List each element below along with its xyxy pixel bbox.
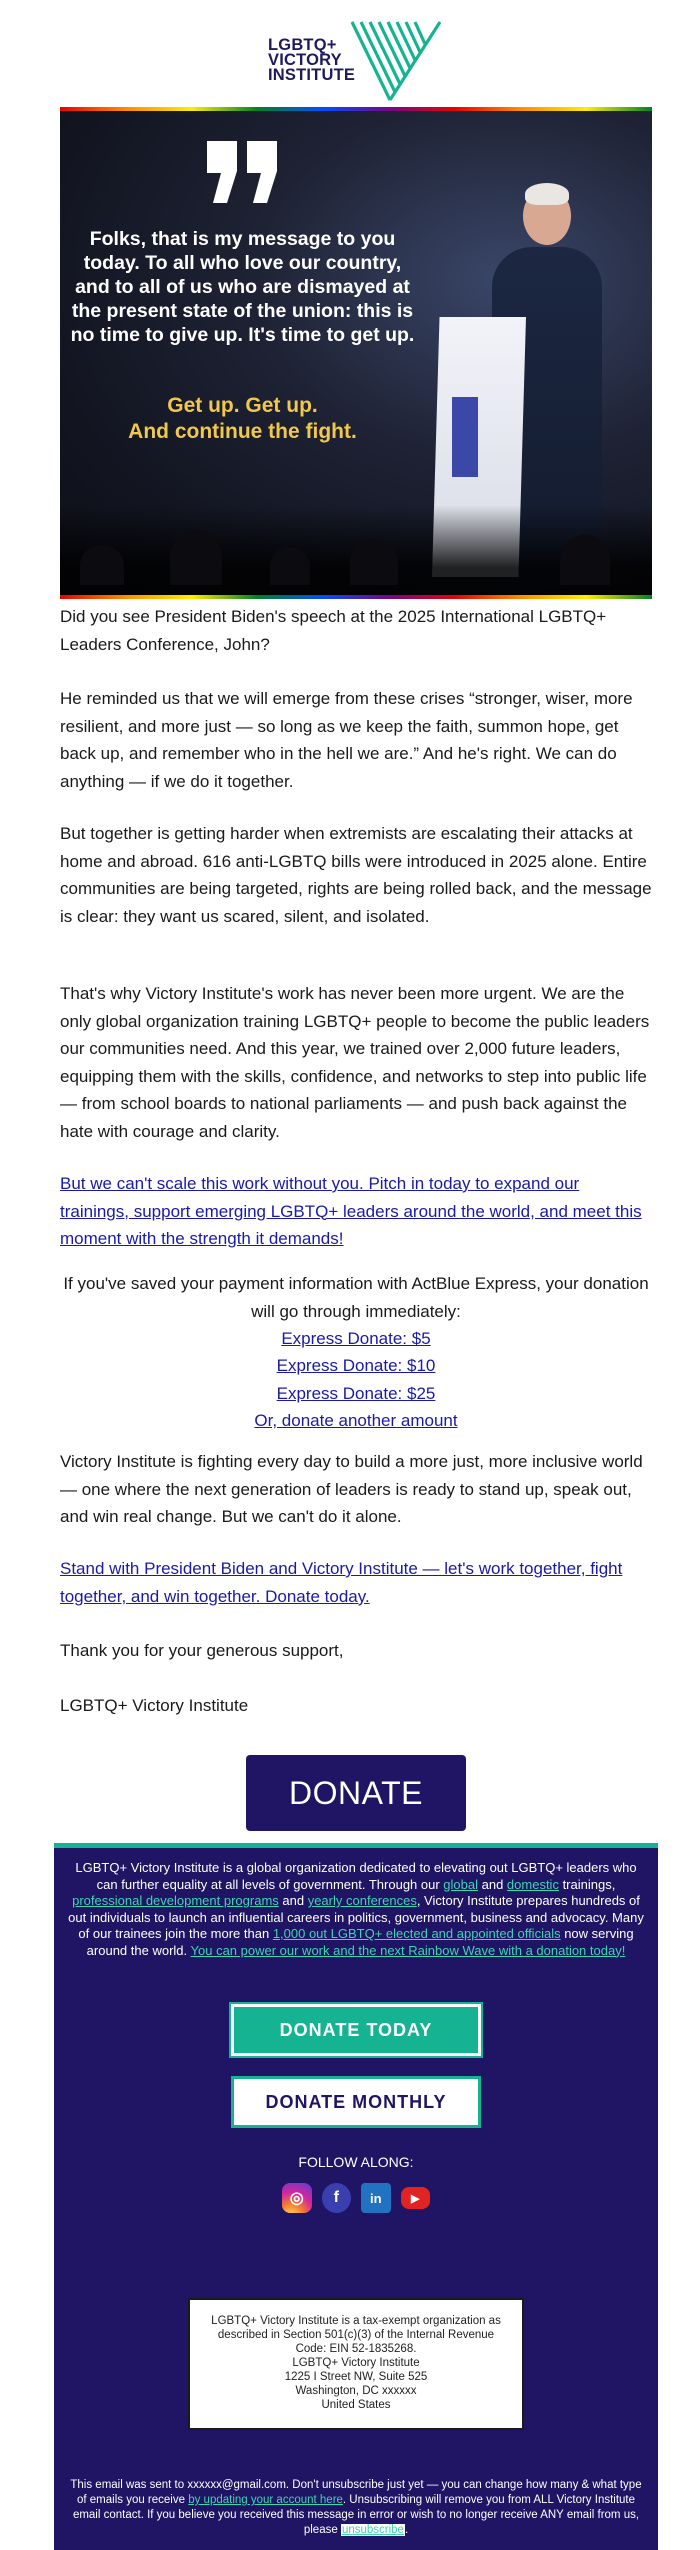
express-donate-5-row: [60, 1325, 652, 1353]
facebook-icon[interactable]: f: [322, 2183, 352, 2213]
crowd-head: [560, 535, 610, 585]
actblue-note: If you've saved your payment information with ActBlue Express, your donation will go through immediately:: [63, 1274, 649, 1321]
hero-quote-text: Folks, that is my message to you today. To all who love our country, and to all of us who are dismayed at the present state of the union: this is no time to give up. It's time to get up.: [70, 228, 415, 346]
footer-about-text: and: [478, 1876, 507, 1892]
hero-cta-line-2: And continue the fight.: [128, 420, 357, 443]
quote-mark-icon: [205, 141, 279, 203]
footer-pd-programs-link[interactable]: professional development programs: [72, 1893, 279, 1908]
crowd-head: [170, 530, 222, 585]
donate-button[interactable]: DONATE: [246, 1755, 466, 1831]
footer-officials-link[interactable]: 1,000 out LGBTQ+ elected and appointed officials: [272, 1926, 561, 1941]
youtube-icon[interactable]: ▶: [401, 2187, 431, 2209]
footer-about-text: LGBTQ+ Victory Institute is a global organization dedicated to elevating out LGBTQ+ leaders who can further equality at all levels of government. Through our: [75, 1860, 637, 1892]
mission-paragraph: That's why Victory Institute's work has never been more urgent. We are the only global organization training LGBTQ+ people to become the public leaders our communities need. And this year, we trained over 2,000 future leaders, equipping them with the skills, confidence, and networks to step into public life — from school boards to national parliaments — and push back against the hate with courage and clarity.: [60, 984, 650, 1141]
footer: [54, 1843, 658, 2550]
address-line: 1225 I Street NW, Suite 525: [284, 2371, 428, 2383]
hero-quote-image: [60, 107, 652, 599]
logo-wordmark[interactable]: [268, 38, 355, 83]
address-line: Code: EIN 52-1835268.: [295, 2343, 417, 2355]
express-donate-25-link[interactable]: Express Donate: $25: [276, 1384, 436, 1403]
intro-paragraph: Did you see President Biden's speech at the 2025 International LGBTQ+ Leaders Conference, John?: [60, 607, 607, 654]
thanks-line: Thank you for your generous support,: [60, 1641, 344, 1660]
pitch-in-link[interactable]: But we can't scale this work without you. Pitch in today to expand our trainings, support emerging LGBTQ+ leaders around the world, and meet this moment with the strength it demands!: [60, 1174, 642, 1248]
footer-power-link[interactable]: You can power our work and the next Rainbow Wave with a donation today!: [190, 1942, 626, 1958]
update-account-link[interactable]: by updating your account here: [188, 2494, 343, 2506]
hero-quote-cta: [70, 393, 415, 445]
header: [0, 0, 700, 105]
footer-conferences-link[interactable]: yearly conferences: [307, 1893, 417, 1908]
signature: LGBTQ+ Victory Institute: [60, 1696, 249, 1715]
express-donate-25-row: [60, 1380, 652, 1408]
address-line: LGBTQ+ Victory Institute: [292, 2357, 420, 2369]
footer-about-text: trainings,: [558, 1876, 616, 1892]
footer-legal-text: .: [404, 2524, 409, 2536]
donate-monthly-button[interactable]: DONATE MONTHLY: [231, 2076, 481, 2128]
crowd-head: [350, 539, 398, 585]
logo-line-1: LGBTQ+: [268, 36, 337, 54]
express-donate-5-link[interactable]: Express Donate: $5: [281, 1329, 431, 1348]
footer-global-link[interactable]: global: [443, 1876, 478, 1892]
podium-sign: [452, 397, 478, 477]
express-donate-10-link[interactable]: Express Donate: $10: [276, 1356, 436, 1375]
follow-along-label: FOLLOW ALONG:: [298, 2154, 414, 2170]
logo-line-3: INSTITUTE: [268, 66, 356, 84]
address-line: United States: [321, 2399, 391, 2411]
address-line: Washington, DC xxxxxx: [295, 2385, 417, 2397]
social-links: [282, 2183, 430, 2215]
linkedin-icon[interactable]: in: [361, 2183, 391, 2213]
address-line: described in Section 501(c)(3) of the Internal Revenue: [217, 2329, 495, 2341]
speaker-hair: [525, 183, 569, 205]
donate-today-button[interactable]: DONATE TODAY: [231, 2004, 481, 2056]
footer-about-text: now serving around the world.: [86, 1926, 634, 1958]
footer-about-text: and: [278, 1893, 308, 1908]
hero-cta-line-1: Get up. Get up.: [167, 394, 318, 417]
crowd-head: [270, 547, 310, 585]
footer-domestic-link[interactable]: domestic: [506, 1876, 559, 1892]
donate-other-amount-row: [60, 1407, 652, 1435]
closing-paragraph: Victory Institute is fighting every day to build a more just, more inclusive world — one where the next generation of leaders is ready to stand up, speak out, and win real change. But we can't do it alone.: [60, 1452, 643, 1526]
crowd-silhouette: [60, 505, 652, 595]
threat-paragraph: But together is getting harder when extremists are escalating their attacks at home and abroad. 616 anti-LGBTQ bills were introduced in 2025 alone. Entire communities are being targeted, rights are being rolled back, and the message is clear: they want us scared, silent, and isolated.: [60, 824, 652, 926]
express-donate-10-row: [60, 1352, 652, 1380]
address-box: [188, 2298, 524, 2430]
victory-v-logo-icon[interactable]: [350, 20, 442, 102]
speech-paragraph: He reminded us that we will emerge from these crises “stronger, wiser, more resilient, and more just — so long as we keep the faith, summon hope, get back up, and remember who in the hell we are.” And he's right. We can do anything — if we do it together.: [60, 689, 633, 791]
footer-legal-text: This email was sent to xxxxxx@gmail.com. Don't unsubscribe just yet — you can change how many & what type of emails you receive: [70, 2479, 642, 2506]
donate-other-amount-link[interactable]: Or, donate another amount: [254, 1411, 458, 1430]
logo-line-2: VICTORY: [268, 51, 342, 69]
footer-legal-text: . Unsubscribing will remove you from ALL Victory Institute email contact. If you believe you received this message in error or wish to no longer receive ANY email from us, please: [72, 2494, 640, 2536]
stand-with-biden-link[interactable]: Stand with President Biden and Victory Institute — let's work together, fight together, and win together. Donate today.: [60, 1559, 623, 1606]
unsubscribe-link[interactable]: unsubscribe: [341, 2524, 404, 2536]
rainbow-stripe-top: [60, 107, 652, 111]
crowd-head: [80, 545, 124, 585]
address-line: LGBTQ+ Victory Institute is a tax-exempt organization as: [211, 2315, 501, 2327]
instagram-icon[interactable]: ◎: [282, 2183, 312, 2213]
footer-legal: [68, 2478, 644, 2538]
rainbow-stripe-bottom: [60, 595, 652, 599]
footer-about: [64, 1860, 648, 1959]
footer-about-text: , Victory Institute prepares hundreds of out individuals to launch an influential careers in politics, government, business and advocacy. Many of our trainees join the more than: [68, 1893, 644, 1941]
